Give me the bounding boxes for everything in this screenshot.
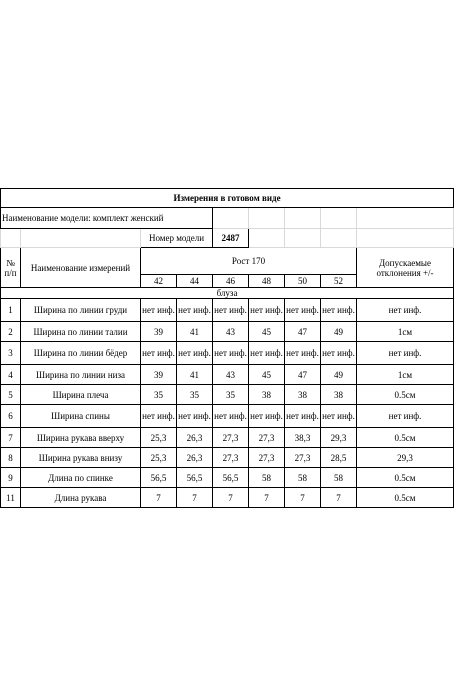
row-value: 39 [141,365,177,385]
section-label: блуза [1,288,454,299]
row-value: 26,3 [177,428,213,448]
table-row [1,299,454,322]
row-value: 27,3 [213,428,249,448]
row-value: 39 [141,322,177,342]
row-tolerance: 29,3 [357,448,454,468]
row-value: 47 [285,322,321,342]
row-num: 8 [1,448,21,468]
row-value: 28,5 [321,448,357,468]
row-value: 49 [321,365,357,385]
row-tolerance: 0.5см [357,488,454,508]
row-value: нет инф. [321,405,357,428]
row-name: Ширина плеча [21,385,141,405]
row-value: 56,5 [141,468,177,488]
row-value: 26,3 [177,448,213,468]
table-title: Измерения в готовом виде [1,189,454,208]
row-tolerance: 1см [357,322,454,342]
row-name: Ширина рукава вверху [21,428,141,448]
header-tolerance: Допускаемые отклонения +/- [357,248,454,288]
row-value: нет инф. [285,405,321,428]
row-value: 7 [141,488,177,508]
measurement-rows [1,299,454,508]
row-name: Ширина спины [21,405,141,428]
table-row [1,448,454,468]
row-value: 27,3 [285,448,321,468]
row-value: нет инф. [177,299,213,322]
row-name: Ширина по линии бёдер [21,342,141,365]
row-value: 27,3 [249,448,285,468]
row-value: 7 [177,488,213,508]
row-value: 58 [285,468,321,488]
row-num: 3 [1,342,21,365]
row-value: нет инф. [141,299,177,322]
row-value: нет инф. [213,299,249,322]
row-num: 4 [1,365,21,385]
row-value: 38 [249,385,285,405]
table-row [1,365,454,385]
row-value: нет инф. [141,405,177,428]
row-num: 7 [1,428,21,448]
model-number-label: Номер модели [141,229,213,248]
row-tolerance: 0.5см [357,428,454,448]
row-value: 41 [177,365,213,385]
row-value: 29,3 [321,428,357,448]
table-row [1,405,454,428]
row-value: 25,3 [141,448,177,468]
row-value: 35 [177,385,213,405]
row-value: нет инф. [213,405,249,428]
row-value: 58 [321,468,357,488]
row-num: 9 [1,468,21,488]
row-num: 5 [1,385,21,405]
row-value: нет инф. [249,299,285,322]
row-name: Длина рукава [21,488,141,508]
size-header: 42 [141,275,177,288]
row-value: нет инф. [177,342,213,365]
measurement-table [0,188,454,508]
row-name: Ширина рукава внизу [21,448,141,468]
size-header: 46 [213,275,249,288]
model-number: 2487 [213,229,249,248]
row-value: 7 [213,488,249,508]
row-value: нет инф. [213,342,249,365]
row-name: Ширина по линии талии [21,322,141,342]
row-value: 35 [213,385,249,405]
row-tolerance: нет инф. [357,405,454,428]
measurement-sheet [0,188,453,508]
row-name: Ширина по линии груди [21,299,141,322]
row-num: 6 [1,405,21,428]
row-value: 43 [213,365,249,385]
row-tolerance: нет инф. [357,342,454,365]
row-value: 58 [249,468,285,488]
row-tolerance: 1см [357,365,454,385]
model-name-label: Наименование модели: комплект женский [1,208,213,229]
row-tolerance: 0.5см [357,468,454,488]
row-value: 25,3 [141,428,177,448]
row-value: 7 [321,488,357,508]
row-name: Длина по спинке [21,468,141,488]
row-num: 1 [1,299,21,322]
table-row [1,322,454,342]
row-value: нет инф. [321,342,357,365]
row-tolerance: нет инф. [357,299,454,322]
row-name: Ширина по линии низа [21,365,141,385]
row-value: 7 [285,488,321,508]
header-num: № п/п [1,248,21,288]
table-row [1,488,454,508]
size-header: 44 [177,275,213,288]
table-row [1,385,454,405]
table-row [1,428,454,448]
row-value: 56,5 [177,468,213,488]
table-row [1,468,454,488]
row-value: 47 [285,365,321,385]
row-value: 27,3 [213,448,249,468]
row-value: 45 [249,365,285,385]
size-header: 50 [285,275,321,288]
row-value: 41 [177,322,213,342]
row-value: 27,3 [249,428,285,448]
row-value: нет инф. [249,342,285,365]
row-value: 45 [249,322,285,342]
row-value: нет инф. [177,405,213,428]
row-value: нет инф. [321,299,357,322]
header-height: Рост 170 [141,248,357,275]
header-name: Наименование измерений [21,248,141,288]
row-value: 38 [285,385,321,405]
size-header: 48 [249,275,285,288]
row-value: 38,3 [285,428,321,448]
row-value: 56,5 [213,468,249,488]
table-row [1,342,454,365]
row-value: нет инф. [285,342,321,365]
row-value: 43 [213,322,249,342]
size-header: 52 [321,275,357,288]
row-value: нет инф. [141,342,177,365]
row-value: нет инф. [285,299,321,322]
row-value: нет инф. [249,405,285,428]
row-value: 38 [321,385,357,405]
row-num: 11 [1,488,21,508]
row-num: 2 [1,322,21,342]
row-value: 35 [141,385,177,405]
row-tolerance: 0.5см [357,385,454,405]
row-value: 49 [321,322,357,342]
row-value: 7 [249,488,285,508]
